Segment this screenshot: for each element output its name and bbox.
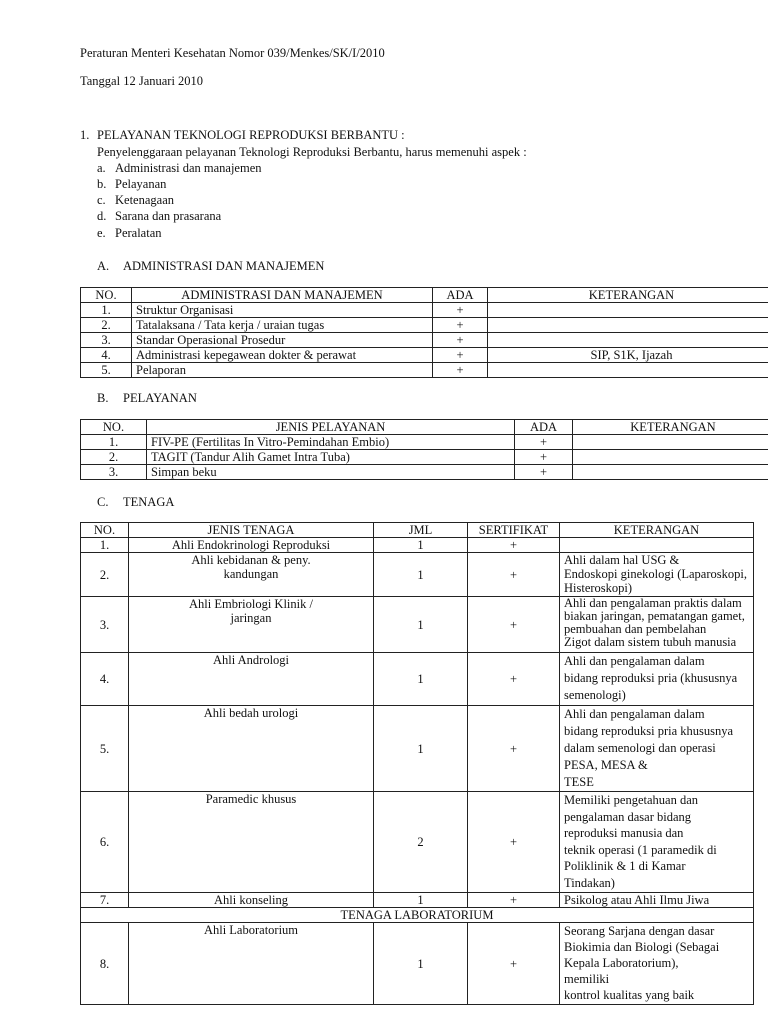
list-text: Pelayanan <box>115 177 167 191</box>
cell-sertifikat: + <box>468 893 560 908</box>
cell-jml: 1 <box>374 706 468 792</box>
cell-jenis: Paramedic khusus <box>129 792 374 893</box>
cell-item: Standar Operasional Prosedur <box>132 333 433 348</box>
list-item <box>97 226 162 241</box>
col-header-ada: ADA <box>515 420 573 435</box>
cell-jml: 1 <box>374 597 468 653</box>
cell-keterangan <box>573 450 768 465</box>
cell-no: 4. <box>81 348 132 363</box>
list-item <box>97 209 222 224</box>
cell-no: 2. <box>81 318 132 333</box>
list-letter: a. <box>97 161 106 175</box>
cell-jml: 1 <box>374 653 468 706</box>
col-header-keterangan: KETERANGAN <box>573 420 768 435</box>
cell-ada: + <box>433 303 488 318</box>
cell-jenis: Ahli Embriologi Klinik / jaringan <box>129 597 374 653</box>
cell-sertifikat: + <box>468 553 560 597</box>
table-header-row <box>81 420 768 435</box>
cell-sertifikat: + <box>468 597 560 653</box>
cell-keterangan: Ahli dan pengalaman dalam bidang reproduksi pria khususnya dalam semenologi dan operasi PESA, MESA & TESE <box>560 706 754 792</box>
cell-no: 8. <box>81 923 129 1005</box>
cell-item: Struktur Organisasi <box>132 303 433 318</box>
section-number: 1. <box>80 128 90 142</box>
staff-table <box>80 522 754 1005</box>
cell-ada: + <box>433 318 488 333</box>
table-row <box>81 333 768 348</box>
cell-no: 3. <box>81 597 129 653</box>
service-table <box>80 419 768 480</box>
list-text: Ketenagaan <box>115 193 174 207</box>
table-header-row <box>81 288 768 303</box>
cell-keterangan <box>488 318 768 333</box>
cell-jenis: Ahli bedah urologi <box>129 706 374 792</box>
section-a-heading: ADMINISTRASI DAN MANAJEMEN <box>123 259 325 273</box>
cell-no: 5. <box>81 363 132 378</box>
col-header-ada: ADA <box>433 288 488 303</box>
table-row <box>81 303 768 318</box>
table-subheader-row <box>81 908 754 923</box>
cell-no: 6. <box>81 792 129 893</box>
cell-sertifikat: + <box>468 538 560 553</box>
table-row <box>81 653 754 706</box>
list-letter: d. <box>97 209 107 223</box>
col-header-keterangan: KETERANGAN <box>488 288 768 303</box>
cell-keterangan: Ahli dalam hal USG & Endoskopi ginekologi (Laparoskopi, Histeroskopi) <box>560 553 754 597</box>
lab-staff-heading: TENAGA LABORATORIUM <box>81 908 754 923</box>
cell-no: 4. <box>81 653 129 706</box>
col-header-jenis-tenaga: JENIS TENAGA <box>129 523 374 538</box>
cell-keterangan <box>488 333 768 348</box>
cell-keterangan <box>573 435 768 450</box>
cell-ada: + <box>433 363 488 378</box>
cell-item: Pelaporan <box>132 363 433 378</box>
list-text: Sarana dan prasarana <box>115 209 222 223</box>
cell-ada: + <box>515 435 573 450</box>
cell-jenis: Ahli Andrologi <box>129 653 374 706</box>
cell-keterangan: Ahli dan pengalaman dalam bidang reproduksi pria (khususnya semenologi) <box>560 653 754 706</box>
cell-keterangan <box>488 363 768 378</box>
cell-keterangan: Memiliki pengetahuan dan pengalaman dasar bidang reproduksi manusia dan teknik operasi (1 paramedik di Poliklinik & 1 di Kamar Tindakan) <box>560 792 754 893</box>
section-title: PELAYANAN TEKNOLOGI REPRODUKSI BERBANTU : <box>97 128 405 142</box>
col-header-no: NO. <box>81 288 132 303</box>
table-row <box>81 553 754 597</box>
col-header-no: NO. <box>81 420 147 435</box>
section-a-letter: A. <box>97 259 110 273</box>
cell-no: 7. <box>81 893 129 908</box>
cell-item: TAGIT (Tandur Alih Gamet Intra Tuba) <box>147 450 515 465</box>
list-item <box>97 161 262 176</box>
table-row <box>81 435 768 450</box>
table-row <box>81 923 754 1005</box>
cell-jenis: Ahli kebidanan & peny. kandungan <box>129 553 374 597</box>
cell-jml: 2 <box>374 792 468 893</box>
table-row <box>81 792 754 893</box>
cell-no: 1. <box>81 303 132 318</box>
table-row <box>81 363 768 378</box>
col-header-sertifikat: SERTIFIKAT <box>468 523 560 538</box>
cell-jenis: Ahli konseling <box>129 893 374 908</box>
table-header-row <box>81 523 754 538</box>
cell-sertifikat: + <box>468 653 560 706</box>
col-header-item: ADMINISTRASI DAN MANAJEMEN <box>132 288 433 303</box>
cell-no: 3. <box>81 333 132 348</box>
cell-no: 3. <box>81 465 147 480</box>
cell-jenis: Ahli Laboratorium <box>129 923 374 1005</box>
cell-keterangan <box>573 465 768 480</box>
list-letter: e. <box>97 226 106 240</box>
cell-sertifikat: + <box>468 923 560 1005</box>
col-header-jml: JML <box>374 523 468 538</box>
cell-ada: + <box>515 450 573 465</box>
list-item <box>97 193 174 208</box>
table-row <box>81 706 754 792</box>
cell-item: Tatalaksana / Tata kerja / uraian tugas <box>132 318 433 333</box>
cell-keterangan: SIP, S1K, Ijazah <box>488 348 768 363</box>
table-row <box>81 465 768 480</box>
cell-sertifikat: + <box>468 792 560 893</box>
cell-no: 2. <box>81 553 129 597</box>
cell-keterangan <box>488 303 768 318</box>
section-b-heading: PELAYANAN <box>123 391 197 405</box>
cell-keterangan: Seorang Sarjana dengan dasar Biokimia dan Biologi (Sebagai Kepala Laboratorium), memiliki kontrol kualitas yang baik <box>560 923 754 1005</box>
regulation-title: Peraturan Menteri Kesehatan Nomor 039/Menkes/SK/I/2010 <box>80 46 385 60</box>
table-row <box>81 893 754 908</box>
list-letter: b. <box>97 177 107 191</box>
table-row <box>81 450 768 465</box>
cell-no: 1. <box>81 538 129 553</box>
section-c-letter: C. <box>97 495 109 509</box>
table-row <box>81 597 754 653</box>
regulation-date: Tanggal 12 Januari 2010 <box>80 74 204 88</box>
table-row <box>81 538 754 553</box>
col-header-keterangan: KETERANGAN <box>560 523 754 538</box>
cell-keterangan <box>560 538 754 553</box>
cell-item: FIV-PE (Fertilitas In Vitro-Pemindahan Embio) <box>147 435 515 450</box>
cell-ada: + <box>433 348 488 363</box>
cell-ada: + <box>515 465 573 480</box>
cell-jml: 1 <box>374 893 468 908</box>
list-text: Administrasi dan manajemen <box>115 161 262 175</box>
cell-jml: 1 <box>374 538 468 553</box>
col-header-jenis-pelayanan: JENIS PELAYANAN <box>147 420 515 435</box>
cell-jml: 1 <box>374 553 468 597</box>
cell-no: 2. <box>81 450 147 465</box>
list-letter: c. <box>97 193 106 207</box>
admin-table <box>80 287 768 378</box>
cell-jenis: Ahli Endokrinologi Reproduksi <box>129 538 374 553</box>
table-row <box>81 318 768 333</box>
list-text: Peralatan <box>115 226 162 240</box>
cell-keterangan: Psikolog atau Ahli Ilmu Jiwa <box>560 893 754 908</box>
cell-sertifikat: + <box>468 706 560 792</box>
cell-item: Simpan beku <box>147 465 515 480</box>
col-header-no: NO. <box>81 523 129 538</box>
section-c-heading: TENAGA <box>123 495 175 509</box>
cell-keterangan: Ahli dan pengalaman praktis dalam biakan jaringan, pematangan gamet, pembuahan dan pembelahan Zigot dalam sistem tubuh manusia <box>560 597 754 653</box>
list-item <box>97 177 167 192</box>
table-row <box>81 348 768 363</box>
cell-no: 5. <box>81 706 129 792</box>
cell-item: Administrasi kepegawean dokter & perawat <box>132 348 433 363</box>
cell-ada: + <box>433 333 488 348</box>
section-b-letter: B. <box>97 391 109 405</box>
cell-no: 1. <box>81 435 147 450</box>
section-intro: Penyelenggaraan pelayanan Teknologi Reproduksi Berbantu, harus memenuhi aspek : <box>97 145 527 159</box>
cell-jml: 1 <box>374 923 468 1005</box>
